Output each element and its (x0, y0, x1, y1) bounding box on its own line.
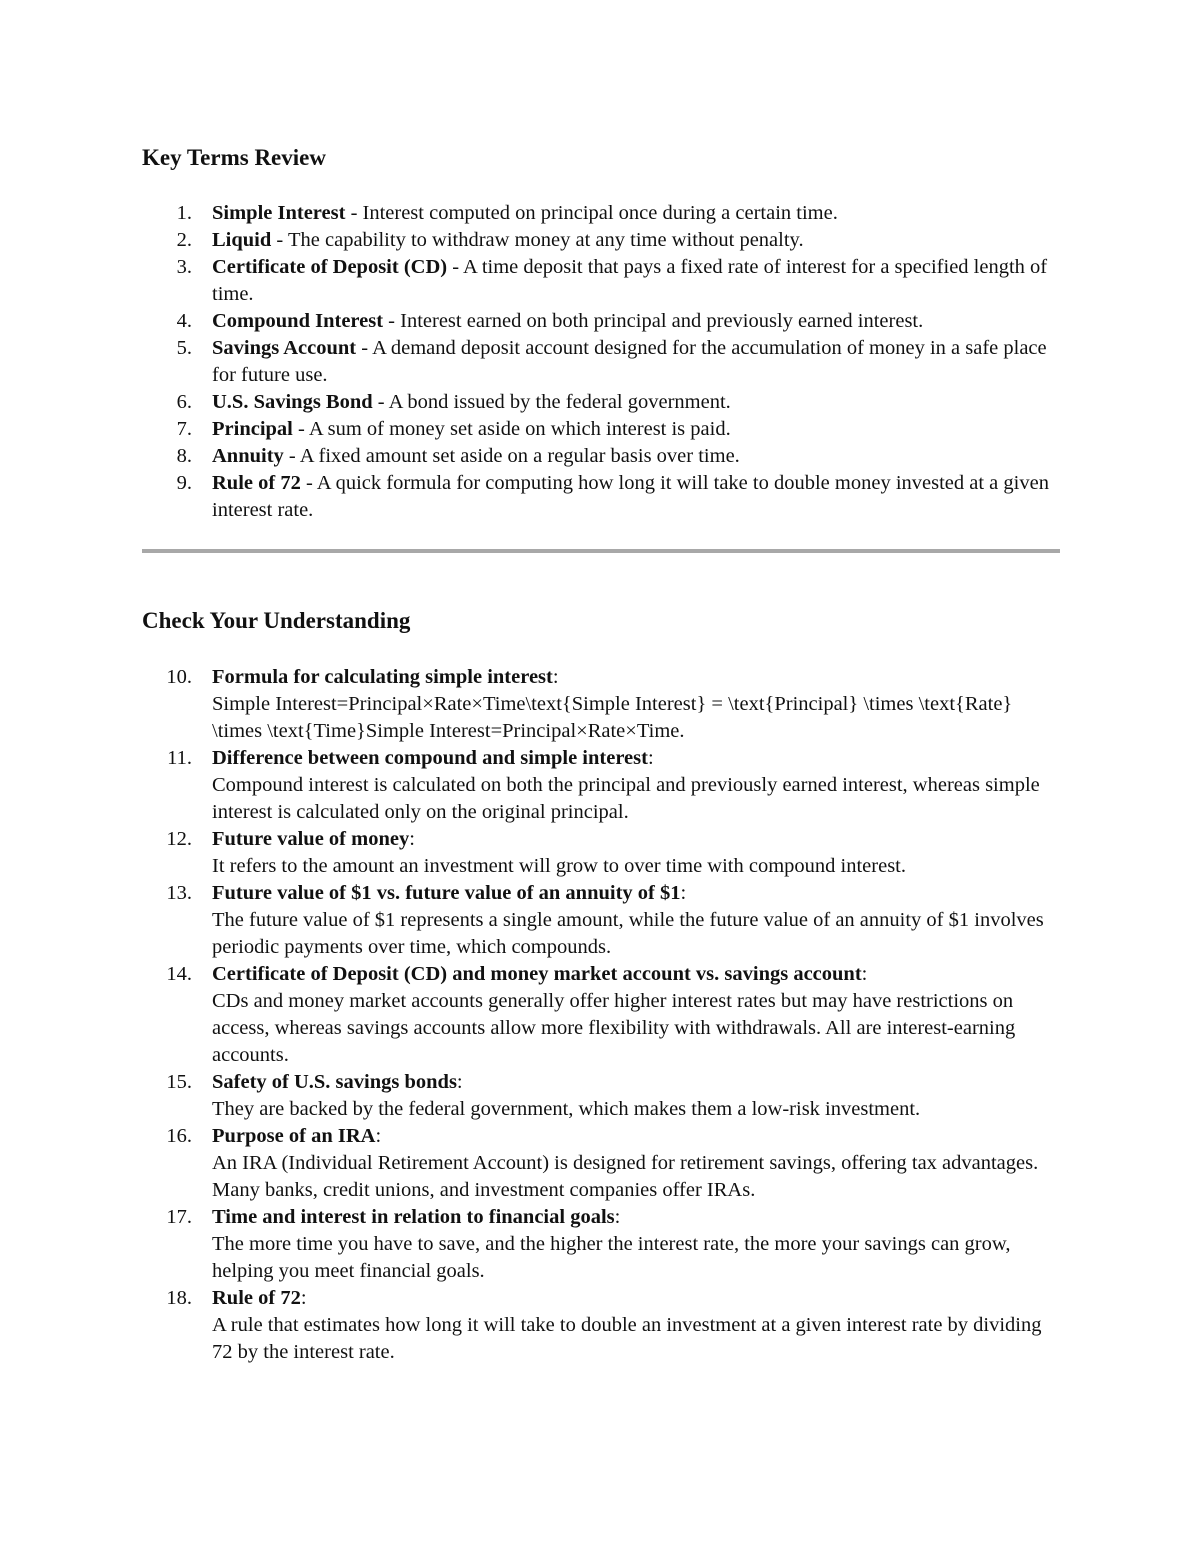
item-number: 17. (166, 1206, 192, 1228)
term-name: Certificate of Deposit (CD) (212, 256, 448, 278)
key-term-item (142, 227, 1060, 254)
key-terms-heading: Key Terms Review (142, 145, 326, 170)
key-term-item (142, 416, 1060, 443)
item-number: 15. (166, 1071, 192, 1093)
question-answer: The future value of $1 represents a single amount, while the future value of an annuity of $1 involves periodic payments over time, which compounds. (212, 909, 1044, 958)
item-number: 4. (176, 310, 192, 332)
question-item (142, 826, 1060, 880)
question-answer: Simple Interest=Principal×Rate×Time\text{Simple Interest} = \text{Principal} \times \text{Rate} \times \text{Time}Simple Interest=Principal×Rate×Time. (212, 693, 1013, 742)
term-definition: Interest computed on principal once during a certain time. (362, 202, 838, 224)
question-answer: A rule that estimates how long it will take to double an investment at a given interest rate by dividing 72 by the interest rate. (212, 1314, 1042, 1363)
item-number: 3. (176, 256, 192, 278)
term-name: Rule of 72 (212, 472, 301, 494)
question-item (142, 1285, 1060, 1366)
question-answer: An IRA (Individual Retirement Account) is designed for retirement savings, offering tax advantages. Many banks, credit unions, and investment companies offer IRAs. (212, 1152, 1039, 1201)
term-separator: - (372, 391, 389, 413)
question-colon: : (300, 1287, 307, 1309)
question-colon: : (409, 828, 415, 850)
term-definition: Interest earned on both principal and previously earned interest. (400, 310, 924, 332)
question-title: Future value of $1 vs. future value of an annuity of $1 (212, 882, 681, 904)
item-number: 1. (176, 202, 192, 224)
question-title: Purpose of an IRA (212, 1125, 376, 1147)
question-title: Rule of 72 (212, 1287, 301, 1309)
check-understanding-heading: Check Your Understanding (142, 608, 411, 633)
question-colon: : (375, 1125, 382, 1147)
item-number: 8. (176, 445, 192, 467)
key-term-item (142, 254, 1060, 308)
question-item (142, 1123, 1060, 1204)
question-answer: CDs and money market accounts generally offer higher interest rates but may have restrictions on access, whereas savings accounts allow more flexibility with withdrawals. All are interest-earning accounts. (212, 990, 1016, 1066)
term-definition: A fixed amount set aside on a regular basis over time. (299, 445, 740, 467)
question-colon: : (647, 747, 654, 769)
term-separator: - (292, 418, 309, 440)
term-separator: - (283, 445, 300, 467)
question-colon: : (456, 1071, 463, 1093)
key-term-item (142, 389, 1060, 416)
term-separator: - (271, 229, 288, 251)
question-answer: The more time you have to save, and the higher the interest rate, the more your savings can grow, helping you meet financial goals. (212, 1233, 1011, 1282)
question-title: Time and interest in relation to financial goals (212, 1206, 615, 1228)
item-number: 14. (166, 963, 192, 985)
question-item (142, 1069, 1060, 1123)
term-name: Savings Account (212, 337, 357, 359)
question-title: Safety of U.S. savings bonds (212, 1071, 457, 1093)
key-terms-list (142, 200, 1060, 524)
key-term-item (142, 200, 1060, 227)
key-term-item (142, 335, 1060, 389)
term-separator: - (356, 337, 373, 359)
item-number: 2. (176, 229, 192, 251)
term-separator: - (300, 472, 317, 494)
question-title: Certificate of Deposit (CD) and money market account vs. savings account (212, 963, 862, 985)
term-name: U.S. Savings Bond (212, 391, 373, 413)
section-divider (142, 549, 1060, 553)
question-title: Future value of money (212, 828, 410, 850)
check-understanding-list (142, 664, 1060, 1366)
key-term-item (142, 470, 1060, 524)
term-definition: A time deposit that pays a fixed rate of interest for a specified length of time. (212, 256, 1048, 305)
key-term-item (142, 308, 1060, 335)
term-name: Liquid (212, 229, 272, 251)
question-item (142, 745, 1060, 826)
item-number: 5. (176, 337, 192, 359)
question-colon: : (614, 1206, 621, 1228)
term-definition: A bond issued by the federal government. (388, 391, 731, 413)
item-number: 18. (166, 1287, 192, 1309)
term-name: Annuity (212, 445, 284, 467)
item-number: 11. (167, 747, 192, 769)
question-colon: : (680, 882, 687, 904)
question-answer: They are backed by the federal government, which makes them a low-risk investment. (212, 1098, 921, 1120)
question-item (142, 880, 1060, 961)
term-definition: A sum of money set aside on which interest is paid. (308, 418, 731, 440)
question-item (142, 664, 1060, 745)
term-definition: A quick formula for computing how long it will take to double money invested at a given interest rate. (212, 472, 1049, 521)
question-answer: Compound interest is calculated on both the principal and previously earned interest, whereas simple interest is calculated only on the original principal. (212, 774, 1040, 823)
question-colon: : (552, 666, 559, 688)
term-name: Principal (212, 418, 293, 440)
item-number: 12. (166, 828, 192, 850)
question-item (142, 1204, 1060, 1285)
term-definition: The capability to withdraw money at any time without penalty. (288, 229, 804, 251)
term-separator: - (383, 310, 401, 332)
term-separator: - (345, 202, 363, 224)
item-number: 10. (166, 666, 192, 688)
question-item (142, 961, 1060, 1069)
term-separator: - (447, 256, 464, 278)
term-name: Simple Interest (212, 202, 346, 224)
term-name: Compound Interest (212, 310, 384, 332)
question-title: Difference between compound and simple interest (212, 747, 648, 769)
key-term-item (142, 443, 1060, 470)
item-number: 9. (176, 472, 192, 494)
item-number: 13. (166, 882, 192, 904)
question-answer: It refers to the amount an investment will grow to over time with compound interest. (212, 855, 906, 877)
item-number: 16. (166, 1125, 192, 1147)
question-colon: : (861, 963, 868, 985)
question-title: Formula for calculating simple interest (212, 666, 553, 688)
item-number: 6. (176, 391, 192, 413)
term-definition: A demand deposit account designed for the accumulation of money in a safe place for future use. (212, 337, 1047, 386)
item-number: 7. (176, 418, 192, 440)
